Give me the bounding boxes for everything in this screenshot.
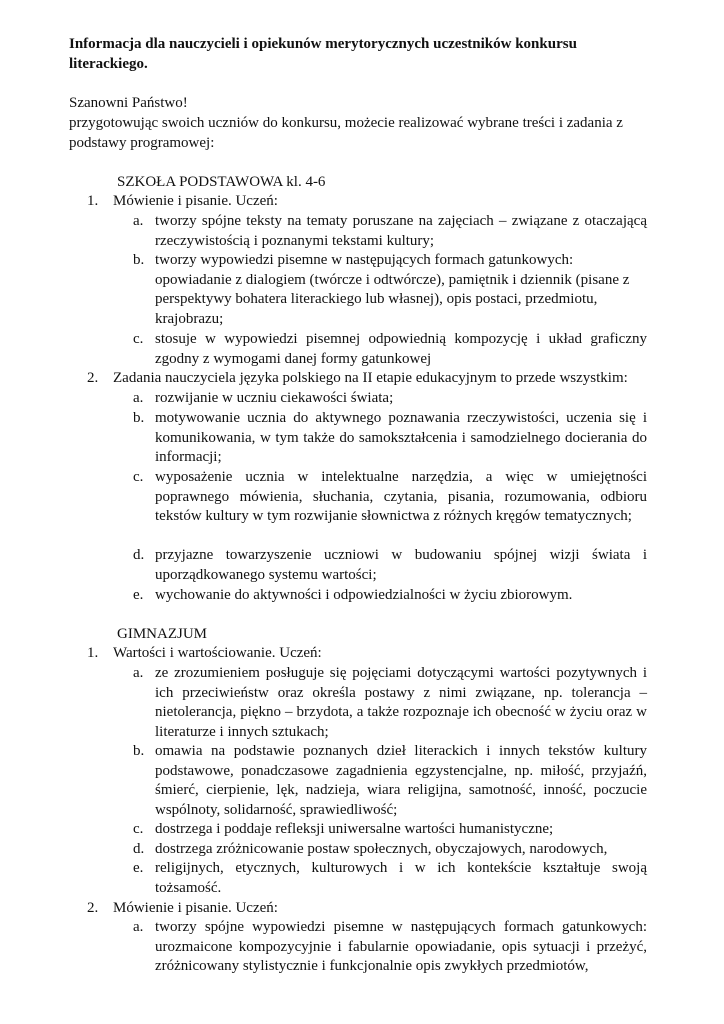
sub-list-text: tworzy wypowiedzi pisemne w następujących formach gatunkowych: opowiadanie z dialogiem (twórcze i odtwórcze), pamiętnik i dziennik (pisane z perspektywy bohatera literackiego lub własnej), opis postaci, przedmiotu, krajobrazu; [155, 252, 630, 327]
sub-list-label: b. [133, 410, 145, 426]
sub-list-label: c. [133, 331, 144, 347]
list-item-text: Zadania nauczyciela języka polskiego na II etapie edukacyjnym to przede wszystkim: [113, 370, 628, 386]
list-item-text: Mówienie i pisanie. Uczeń: [113, 193, 278, 209]
sub-list-label: c. [133, 821, 144, 837]
sub-list-text: ze zrozumieniem posługuje się pojęciami dotyczącymi wartości pozytywnych i ich przeciwieństw oraz określa postawy z nimi związane, np. tolerancja – nietolerancja, piękno – brzydota, a także rozpoznaje ich obecność w życiu oraz w literaturze i innych sztukach; [155, 665, 647, 740]
sub-list-label: a. [133, 919, 144, 935]
sub-list-label: b. [133, 252, 145, 268]
sub-list-text: omawia na podstawie poznanych dzieł literackich i innych tekstów kultury podstawowe, ponadczasowe zagadnienia egzystencjalne, np. miłość, przyjaźń, śmierć, cierpienie, lęk, nadzieja, wiara religijna, samotność, inność, poczucie wspólnoty, solidarność, sprawiedliwość; [155, 743, 647, 818]
sub-list-text: wychowanie do aktywności i odpowiedzialności w życiu zbiorowym. [155, 587, 573, 603]
list-item-text: Mówienie i pisanie. Uczeń: [113, 900, 278, 916]
sub-list-text: wyposażenie ucznia w intelektualne narzędzia, a więc w umiejętności poprawnego mówienia, słuchania, czytania, pisania, rozumowania, odbioru tekstów kultury w tym rozwijanie słownictwa z różnych kręgów tematycznych; [155, 469, 647, 525]
list-number: 2. [87, 370, 99, 386]
sub-list-text: motywowanie ucznia do aktywnego poznawania rzeczywistości, uczenia się i komunikowania, w tym także do samokształcenia i samodzielnego docierania do informacji; [155, 410, 647, 466]
sub-list-label: e. [133, 587, 144, 603]
section-heading-gimnazjum: GIMNAZJUM [117, 626, 207, 642]
section-heading-primary-school: SZKOŁA PODSTAWOWA kl. 4-6 [117, 174, 326, 190]
sub-list-text: tworzy spójne wypowiedzi pisemne w następujących formach gatunkowych: urozmaicone kompozycyjnie i fabularnie opowiadanie, opis sytuacji i przeżyć, zróżnicowany stylistycznie i funkcjonalnie opis zwykłych przedmiotów, [155, 919, 647, 975]
sub-list-label: d. [133, 547, 145, 563]
sub-list-text: religijnych, etycznych, kulturowych i w ich kontekście kształtuje swoją tożsamość. [155, 860, 647, 896]
sub-list-text: stosuje w wypowiedzi pisemnej odpowiednią kompozycję i układ graficzny zgodny z wymogami danej formy gatunkowej [155, 331, 647, 367]
intro-paragraph: przygotowując swoich uczniów do konkursu, możecie realizować wybrane treści i zadania z podstawy programowej: [69, 115, 623, 151]
sub-list-label: a. [133, 390, 144, 406]
sub-list-label: a. [133, 665, 144, 681]
list-number: 2. [87, 900, 99, 916]
list-number: 1. [87, 645, 99, 661]
sub-list-text: rozwijanie w uczniu ciekawości świata; [155, 390, 394, 406]
list-item-text: Wartości i wartościowanie. Uczeń: [113, 645, 322, 661]
sub-list-text: dostrzega zróżnicowanie postaw społecznych, obyczajowych, narodowych, [155, 841, 608, 857]
greeting: Szanowni Państwo! [69, 95, 188, 111]
sub-list-text: przyjazne towarzyszenie uczniowi w budowaniu spójnej wizji świata i uporządkowanego systemu wartości; [155, 547, 647, 583]
sub-list-label: e. [133, 860, 144, 876]
sub-list-text: tworzy spójne teksty na tematy poruszane na zajęciach – związane z otaczającą rzeczywistością i poznanymi tekstami kultury; [155, 213, 647, 249]
sub-list-text: dostrzega i poddaje refleksji uniwersalne wartości humanistyczne; [155, 821, 554, 837]
sub-list-label: b. [133, 743, 145, 759]
sub-list-label: c. [133, 469, 144, 485]
sub-list-label: d. [133, 841, 145, 857]
sub-list-label: a. [133, 213, 144, 229]
document-title: Informacja dla nauczycieli i opiekunów merytorycznych uczestników konkursu literackiego. [69, 36, 577, 72]
list-number: 1. [87, 193, 99, 209]
